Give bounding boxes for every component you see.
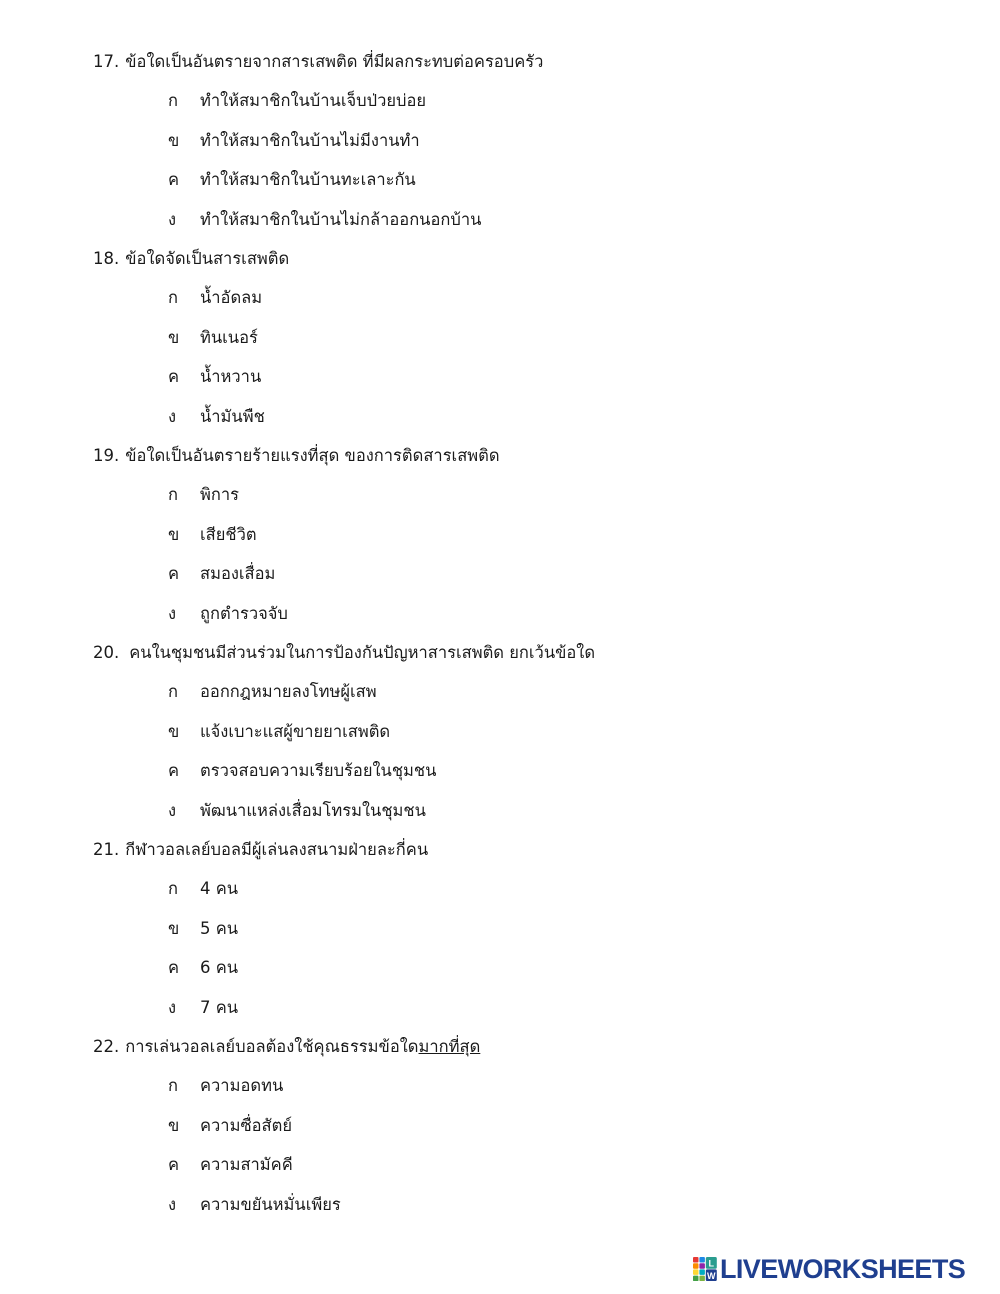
choice-a[interactable] bbox=[168, 286, 262, 310]
choice-letter: ก bbox=[168, 288, 178, 307]
choice-text: ทำให้สมาชิกในบ้านเจ็บป่วยบ่อย bbox=[200, 91, 427, 110]
choice-letter: ง bbox=[168, 998, 177, 1017]
choice-a[interactable] bbox=[168, 483, 239, 507]
question-prompt bbox=[93, 50, 543, 74]
choice-text: เสียชีวิต bbox=[200, 525, 257, 544]
choice-letter: ง bbox=[168, 801, 177, 820]
choice-c[interactable] bbox=[168, 759, 436, 783]
choice-letter: ข bbox=[168, 919, 180, 938]
choice-text: ตรวจสอบความเรียบร้อยในชุมชน bbox=[200, 761, 437, 780]
choice-a[interactable] bbox=[168, 877, 238, 901]
choice-text: ความขยันหมั่นเพียร bbox=[200, 1195, 341, 1214]
question-number: 20. bbox=[93, 643, 120, 662]
choice-b[interactable] bbox=[168, 1114, 292, 1138]
choice-c[interactable] bbox=[168, 365, 261, 389]
question-number: 22. bbox=[93, 1037, 120, 1056]
choice-letter: ง bbox=[168, 210, 177, 229]
question-prompt bbox=[93, 444, 500, 468]
question-prompt bbox=[93, 641, 595, 665]
choice-text: ถูกตำรวจจับ bbox=[200, 604, 288, 623]
choice-letter: ค bbox=[168, 958, 180, 977]
logo-wordmark: LIVEWORKSHEETS bbox=[720, 1254, 966, 1284]
choice-text: 7 คน bbox=[200, 998, 239, 1017]
choice-text: น้ำหวาน bbox=[200, 367, 262, 386]
choice-letter: ข bbox=[168, 525, 180, 544]
choice-b[interactable] bbox=[168, 129, 420, 153]
question-number: 19. bbox=[93, 446, 120, 465]
question-emphasis: มากที่สุด bbox=[418, 1037, 481, 1056]
choice-b[interactable] bbox=[168, 523, 257, 547]
liveworksheets-logo bbox=[693, 1256, 965, 1282]
choice-text: น้ำอัดลม bbox=[200, 288, 263, 307]
choice-text: ทำให้สมาชิกในบ้านทะเลาะกัน bbox=[200, 170, 416, 189]
choice-text: พัฒนาแหล่งเสื่อมโทรมในชุมชน bbox=[200, 801, 426, 820]
choice-letter: ก bbox=[168, 91, 178, 110]
choice-letter: ก bbox=[168, 682, 178, 701]
choice-letter: ก bbox=[168, 879, 178, 898]
choice-c[interactable] bbox=[168, 168, 416, 192]
question-text: ข้อใดเป็นอันตรายจากสารเสพติด ที่มีผลกระทบต่อครอบครัว bbox=[125, 52, 544, 71]
choice-letter: ค bbox=[168, 761, 180, 780]
choice-b[interactable] bbox=[168, 917, 238, 941]
choice-text: ความสามัคคี bbox=[200, 1155, 293, 1174]
choice-text: สมองเสื่อม bbox=[200, 564, 276, 583]
choice-d[interactable] bbox=[168, 602, 288, 626]
choice-text: ความอดทน bbox=[200, 1076, 284, 1095]
choice-letter: ก bbox=[168, 1076, 178, 1095]
choice-a[interactable] bbox=[168, 680, 377, 704]
question-text: คนในชุมชนมีส่วนร่วมในการป้องกันปัญหาสารเสพติด ยกเว้นข้อใด bbox=[129, 643, 596, 662]
choice-letter: ง bbox=[168, 1195, 177, 1214]
choice-c[interactable] bbox=[168, 956, 238, 980]
question-prompt bbox=[93, 247, 289, 271]
liveworksheets-logo-icon bbox=[693, 1257, 717, 1281]
choice-letter: ค bbox=[168, 170, 180, 189]
question-prompt bbox=[93, 1035, 480, 1059]
choice-d[interactable] bbox=[168, 1193, 341, 1217]
choice-c[interactable] bbox=[168, 562, 275, 586]
choice-letter: ค bbox=[168, 367, 180, 386]
question-number: 21. bbox=[93, 840, 120, 859]
question-prompt bbox=[93, 838, 428, 862]
choice-d[interactable] bbox=[168, 996, 238, 1020]
choice-text: ออกกฎหมายลงโทษผู้เสพ bbox=[200, 682, 377, 701]
choice-letter: ข bbox=[168, 328, 180, 347]
logo-icon-letter: W bbox=[707, 1270, 716, 1281]
choice-letter: ง bbox=[168, 407, 177, 426]
logo-icon-letter: L bbox=[708, 1258, 715, 1269]
choice-letter: ค bbox=[168, 1155, 180, 1174]
choice-b[interactable] bbox=[168, 720, 390, 744]
choice-a[interactable] bbox=[168, 1074, 283, 1098]
choice-letter: ข bbox=[168, 722, 180, 741]
question-text: ข้อใดเป็นอันตรายร้ายแรงที่สุด ของการติดสารเสพติด bbox=[125, 446, 500, 465]
choice-a[interactable] bbox=[168, 89, 426, 113]
choice-b[interactable] bbox=[168, 326, 258, 350]
choice-letter: ข bbox=[168, 131, 180, 150]
choice-text: พิการ bbox=[200, 485, 239, 504]
choice-text: 6 คน bbox=[200, 958, 239, 977]
choice-text: ทำให้สมาชิกในบ้านไม่มีงานทำ bbox=[200, 131, 420, 150]
question-text: ข้อใดจัดเป็นสารเสพติด bbox=[125, 249, 290, 268]
choice-text: แจ้งเบาะแสผู้ขายยาเสพติด bbox=[200, 722, 391, 741]
question-number: 18. bbox=[93, 249, 120, 268]
choice-letter: ค bbox=[168, 564, 180, 583]
choice-d[interactable] bbox=[168, 208, 481, 232]
choice-text: ความซื่อสัตย์ bbox=[200, 1116, 293, 1135]
choice-letter: ง bbox=[168, 604, 177, 623]
question-number: 17. bbox=[93, 52, 120, 71]
choice-text: ทำให้สมาชิกในบ้านไม่กล้าออกนอกบ้าน bbox=[200, 210, 482, 229]
choice-letter: ข bbox=[168, 1116, 180, 1135]
choice-text: ทินเนอร์ bbox=[200, 328, 258, 347]
choice-letter: ก bbox=[168, 485, 178, 504]
choice-d[interactable] bbox=[168, 799, 426, 823]
question-text: การเล่นวอลเลย์บอลต้องใช้คุณธรรมข้อใด bbox=[125, 1037, 419, 1056]
choice-text: น้ำมันพืช bbox=[200, 407, 265, 426]
question-text: กีฬาวอลเลย์บอลมีผู้เล่นลงสนามฝ่ายละกี่คน bbox=[125, 840, 429, 859]
choice-c[interactable] bbox=[168, 1153, 293, 1177]
choice-text: 4 คน bbox=[200, 879, 239, 898]
choice-text: 5 คน bbox=[200, 919, 239, 938]
choice-d[interactable] bbox=[168, 405, 265, 429]
